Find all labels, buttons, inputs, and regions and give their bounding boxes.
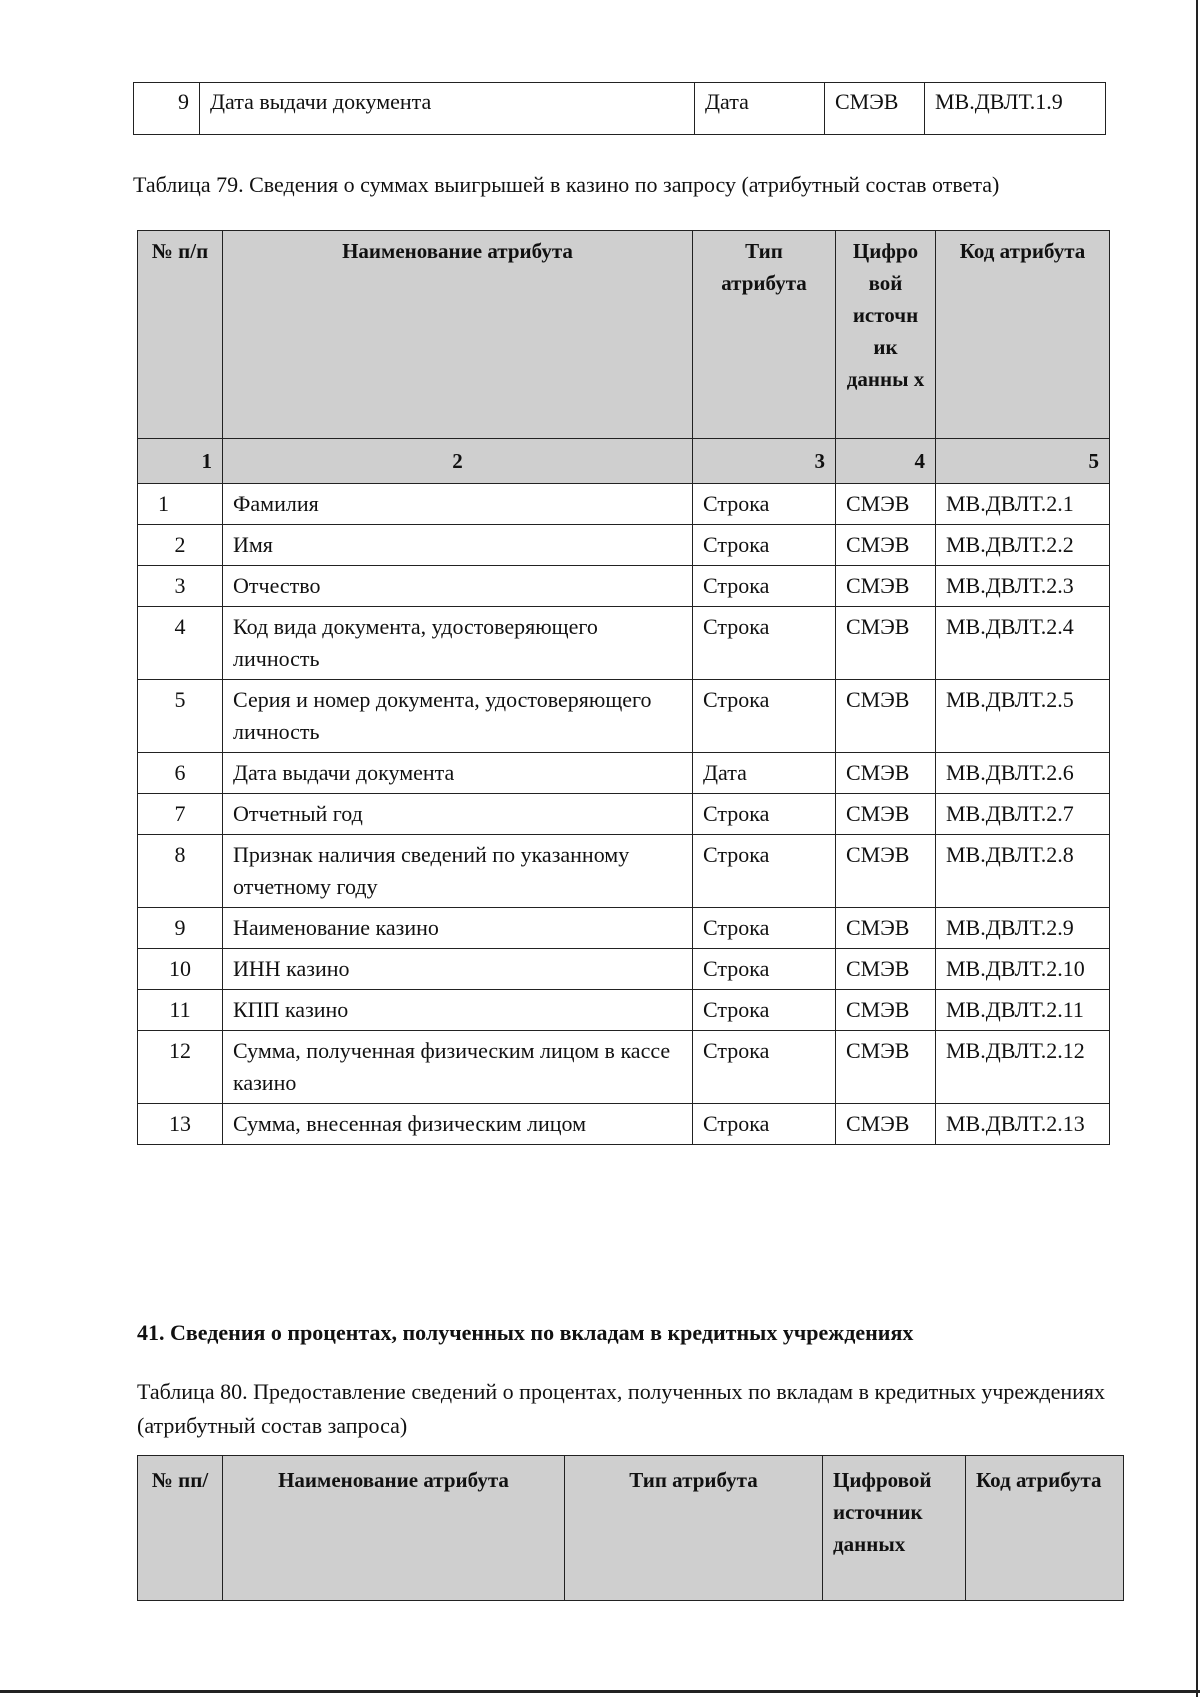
table79-column-numbers bbox=[138, 439, 1110, 484]
table79-caption: Таблица 79. Сведения о суммах выигрышей в казино по запросу (атрибутный состав ответа) bbox=[133, 172, 1000, 197]
header-code: Код атрибута bbox=[966, 1456, 1124, 1601]
table-row bbox=[138, 835, 1110, 908]
cell-type: Строка bbox=[693, 680, 836, 753]
header-source: Цифровой источник данных bbox=[823, 1456, 966, 1601]
table80-header-row bbox=[138, 1456, 1124, 1601]
cell-num: 9 bbox=[134, 83, 200, 135]
cell-code: МВ.ДВЛТ.2.2 bbox=[936, 525, 1110, 566]
cell-num: 12 bbox=[138, 1031, 223, 1104]
cell-type: Дата bbox=[693, 753, 836, 794]
header-name: Наименование атрибута bbox=[223, 1456, 565, 1601]
col-number: 4 bbox=[836, 439, 936, 484]
col-number: 3 bbox=[693, 439, 836, 484]
col-number: 5 bbox=[936, 439, 1110, 484]
scan-edge-right bbox=[1196, 0, 1198, 1697]
table-row bbox=[138, 484, 1110, 525]
cell-code: МВ.ДВЛТ.2.10 bbox=[936, 949, 1110, 990]
cell-type: Строка bbox=[693, 835, 836, 908]
cell-code: МВ.ДВЛТ.2.4 bbox=[936, 607, 1110, 680]
cell-type: Строка bbox=[693, 566, 836, 607]
table-row bbox=[138, 990, 1110, 1031]
table80-caption: Таблица 80. Предоставление сведений о процентах, полученных по вкладам в кредитных учреждениях (атрибутный состав запроса) bbox=[137, 1379, 1105, 1438]
table-row bbox=[138, 680, 1110, 753]
cell-name: КПП казино bbox=[223, 990, 693, 1031]
cell-num: 7 bbox=[138, 794, 223, 835]
cell-num: 5 bbox=[138, 680, 223, 753]
col-number: 2 bbox=[223, 439, 693, 484]
cell-source: СМЭВ bbox=[836, 835, 936, 908]
previous-table-fragment bbox=[133, 82, 1106, 135]
cell-type: Строка bbox=[693, 908, 836, 949]
cell-num: 9 bbox=[138, 908, 223, 949]
cell-type: Строка bbox=[693, 525, 836, 566]
cell-source: СМЭВ bbox=[836, 1104, 936, 1145]
cell-code: МВ.ДВЛТ.2.8 bbox=[936, 835, 1110, 908]
cell-name: Серия и номер документа, удостоверяющего личность bbox=[223, 680, 693, 753]
header-num: № п/п bbox=[138, 231, 223, 439]
cell-code: МВ.ДВЛТ.2.11 bbox=[936, 990, 1110, 1031]
cell-source: СМЭВ bbox=[836, 990, 936, 1031]
cell-source: СМЭВ bbox=[836, 607, 936, 680]
cell-name: Отчество bbox=[223, 566, 693, 607]
cell-source: СМЭВ bbox=[825, 83, 925, 135]
cell-name: ИНН казино bbox=[223, 949, 693, 990]
cell-source: СМЭВ bbox=[836, 908, 936, 949]
header-code: Код атрибута bbox=[936, 231, 1110, 439]
cell-code: МВ.ДВЛТ.2.6 bbox=[936, 753, 1110, 794]
table-row bbox=[138, 566, 1110, 607]
section-heading: 41. Сведения о процентах, полученных по вкладам в кредитных учреждениях bbox=[137, 1320, 914, 1345]
cell-num: 8 bbox=[138, 835, 223, 908]
cell-source: СМЭВ bbox=[836, 794, 936, 835]
cell-code: МВ.ДВЛТ.2.9 bbox=[936, 908, 1110, 949]
cell-num: 11 bbox=[138, 990, 223, 1031]
cell-source: СМЭВ bbox=[836, 753, 936, 794]
header-type: Тип атрибута bbox=[693, 231, 836, 439]
cell-name: Дата выдачи документа bbox=[200, 83, 695, 135]
cell-name: Фамилия bbox=[223, 484, 693, 525]
cell-name: Признак наличия сведений по указанному отчетному году bbox=[223, 835, 693, 908]
cell-code: МВ.ДВЛТ.2.12 bbox=[936, 1031, 1110, 1104]
table-row bbox=[138, 949, 1110, 990]
cell-source: СМЭВ bbox=[836, 566, 936, 607]
cell-source: СМЭВ bbox=[836, 949, 936, 990]
cell-code: МВ.ДВЛТ.2.3 bbox=[936, 566, 1110, 607]
cell-num: 10 bbox=[138, 949, 223, 990]
table-row bbox=[138, 794, 1110, 835]
cell-num: 13 bbox=[138, 1104, 223, 1145]
scan-edge-bottom bbox=[0, 1690, 1200, 1693]
cell-type: Строка bbox=[693, 949, 836, 990]
table-row bbox=[138, 908, 1110, 949]
header-name: Наименование атрибута bbox=[223, 231, 693, 439]
cell-source: СМЭВ bbox=[836, 1031, 936, 1104]
cell-type: Строка bbox=[693, 990, 836, 1031]
table-row bbox=[138, 1104, 1110, 1145]
table-row bbox=[138, 607, 1110, 680]
cell-name: Сумма, полученная физическим лицом в кассе казино bbox=[223, 1031, 693, 1104]
table80 bbox=[137, 1455, 1124, 1601]
header-source: Цифро вой источн ик данны х bbox=[836, 231, 936, 439]
cell-name: Сумма, внесенная физическим лицом bbox=[223, 1104, 693, 1145]
cell-code: МВ.ДВЛТ.2.13 bbox=[936, 1104, 1110, 1145]
col-number: 1 bbox=[138, 439, 223, 484]
cell-code: МВ.ДВЛТ.2.7 bbox=[936, 794, 1110, 835]
cell-name: Отчетный год bbox=[223, 794, 693, 835]
table79 bbox=[137, 230, 1110, 1145]
cell-source: СМЭВ bbox=[836, 680, 936, 753]
cell-source: СМЭВ bbox=[836, 525, 936, 566]
cell-type: Строка bbox=[693, 484, 836, 525]
table-row bbox=[138, 525, 1110, 566]
cell-num: 3 bbox=[138, 566, 223, 607]
cell-type: Строка bbox=[693, 1031, 836, 1104]
cell-num: 1 bbox=[138, 484, 223, 525]
table-row bbox=[134, 83, 1106, 135]
cell-type: Строка bbox=[693, 607, 836, 680]
table-row bbox=[138, 1031, 1110, 1104]
cell-source: СМЭВ bbox=[836, 484, 936, 525]
cell-num: 4 bbox=[138, 607, 223, 680]
cell-type: Дата bbox=[695, 83, 825, 135]
cell-code: МВ.ДВЛТ.2.1 bbox=[936, 484, 1110, 525]
cell-name: Имя bbox=[223, 525, 693, 566]
cell-name: Наименование казино bbox=[223, 908, 693, 949]
cell-name: Код вида документа, удостоверяющего личность bbox=[223, 607, 693, 680]
cell-code: МВ.ДВЛТ.1.9 bbox=[925, 83, 1106, 135]
cell-num: 6 bbox=[138, 753, 223, 794]
cell-name: Дата выдачи документа bbox=[223, 753, 693, 794]
cell-code: МВ.ДВЛТ.2.5 bbox=[936, 680, 1110, 753]
table79-header-row bbox=[138, 231, 1110, 439]
table-row bbox=[138, 753, 1110, 794]
header-type: Тип атрибута bbox=[565, 1456, 823, 1601]
cell-type: Строка bbox=[693, 794, 836, 835]
cell-type: Строка bbox=[693, 1104, 836, 1145]
header-num: № пп/ bbox=[138, 1456, 223, 1601]
cell-num: 2 bbox=[138, 525, 223, 566]
